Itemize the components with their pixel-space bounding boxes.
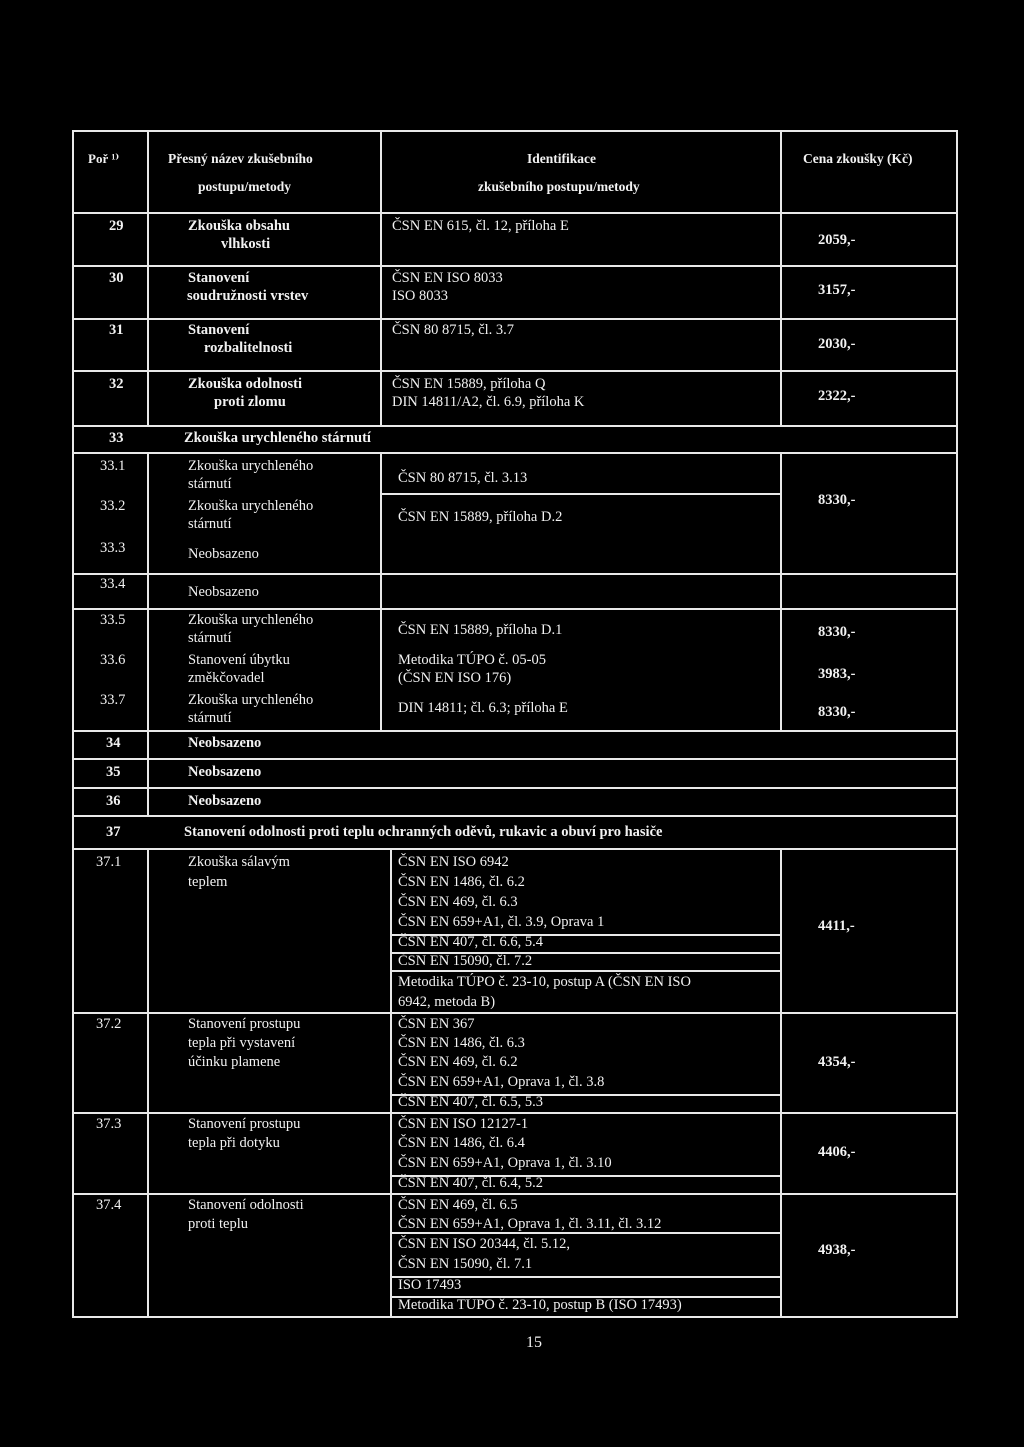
row-name: Stanovení — [188, 322, 250, 338]
page-number: 15 — [526, 1334, 542, 1351]
rule — [72, 573, 958, 575]
row-number: 37 — [106, 824, 121, 840]
row-name: Neobsazeno — [188, 764, 262, 780]
row-price: 3157,- — [818, 282, 856, 298]
rule — [72, 730, 958, 732]
row-number: 35 — [106, 764, 121, 780]
rule — [72, 130, 74, 1316]
row-price: 3983,- — [818, 666, 856, 682]
rule — [72, 452, 958, 454]
rule — [72, 848, 958, 850]
row-identification: Metodika TÚPO č. 23-10, postup B (ISO 17493) — [398, 1297, 682, 1313]
row-number: 37.3 — [96, 1116, 122, 1132]
row-name: proti teplu — [188, 1216, 249, 1232]
rule — [147, 848, 149, 1316]
row-identification: ISO 17493 — [398, 1277, 462, 1293]
row-name: Zkouška urychleného — [188, 458, 314, 474]
row-name: Stanovení odolnosti proti teplu ochranných oděvů, rukavic a obuví pro hasiče — [184, 824, 663, 840]
row-identification: ČSN EN 615, čl. 12, příloha E — [392, 218, 569, 234]
rule — [72, 130, 958, 132]
rule — [780, 452, 782, 730]
row-number: 33.3 — [100, 540, 126, 556]
row-name: stárnutí — [188, 476, 232, 492]
row-identification: ČSN EN 659+A1, Oprava 1, čl. 3.8 — [398, 1074, 605, 1090]
row-name: soudružnosti vrstev — [187, 288, 309, 304]
row-name: Zkouška sálavým — [188, 854, 290, 870]
row-number: 33 — [109, 430, 124, 446]
rule — [72, 608, 958, 610]
row-identification: ČSN EN 659+A1, Oprava 1, čl. 3.11, čl. 3.12 — [398, 1216, 662, 1232]
row-price: 2059,- — [818, 232, 856, 248]
row-number: 33.6 — [100, 652, 126, 668]
row-number: 37.2 — [96, 1016, 122, 1032]
rule — [147, 452, 149, 815]
row-identification: ČSN EN 15889, příloha Q — [392, 376, 546, 392]
row-identification: ČSN EN ISO 20344, čl. 5.12, — [398, 1236, 570, 1252]
rule — [72, 1012, 958, 1014]
rule — [72, 425, 958, 427]
row-name: změkčovadel — [188, 670, 265, 686]
rule — [780, 848, 782, 1316]
row-name: Zkouška odolnosti — [188, 376, 303, 392]
row-name: Zkouška obsahu — [188, 218, 290, 234]
row-name: tepla při dotyku — [188, 1135, 280, 1151]
rule — [72, 815, 958, 817]
rule — [72, 318, 958, 320]
row-identification: DIN 14811/A2, čl. 6.9, příloha K — [392, 394, 585, 410]
row-number: 30 — [109, 270, 124, 286]
row-identification: DIN 14811; čl. 6.3; příloha E — [398, 700, 568, 716]
row-name: Stanovení úbytku — [188, 652, 290, 668]
rule — [390, 848, 392, 1316]
row-price: 4411,- — [818, 918, 855, 934]
row-price: 4406,- — [818, 1144, 856, 1160]
row-identification: ČSN EN 367 — [398, 1016, 475, 1032]
row-name: Stanovení — [188, 270, 250, 286]
row-identification: ČSN EN 659+A1, Oprava 1, čl. 3.10 — [398, 1155, 612, 1171]
row-identification: ČSN EN 15889, příloha D.1 — [398, 622, 563, 638]
row-number: 33.4 — [100, 576, 126, 592]
rule — [72, 265, 958, 267]
rule — [380, 493, 780, 495]
row-identification: ČSN EN 407, čl. 6.4, 5.2 — [398, 1175, 543, 1191]
row-identification: ČSN EN 15090, čl. 7.1 — [398, 1256, 533, 1272]
row-identification: ČSN 80 8715, čl. 3.13 — [398, 470, 528, 486]
header-col-number: Poř ¹⁾ — [88, 151, 120, 166]
row-number: 32 — [109, 376, 124, 392]
rule — [72, 1193, 958, 1195]
row-name: Zkouška urychleného — [188, 692, 314, 708]
row-price: 8330,- — [818, 624, 856, 640]
row-name: rozbalitelnosti — [204, 340, 293, 356]
row-identification: Metodika TÚPO č. 05-05 — [398, 652, 546, 668]
row-number: 36 — [106, 793, 121, 809]
row-identification: ČSN EN 1486, čl. 6.2 — [398, 874, 525, 890]
rule — [380, 452, 382, 730]
row-price: 4354,- — [818, 1054, 856, 1070]
row-number: 33.2 — [100, 498, 126, 514]
row-number: 33.1 — [100, 458, 126, 474]
rule — [72, 212, 958, 214]
row-name: stárnutí — [188, 630, 232, 646]
row-number: 37.4 — [96, 1197, 122, 1213]
row-identification: ČSN EN 407, čl. 6.5, 5.3 — [398, 1094, 543, 1110]
row-identification: ČSN EN 1486, čl. 6.3 — [398, 1035, 525, 1051]
rule — [390, 970, 780, 972]
rule — [147, 130, 149, 425]
row-identification: ČSN EN ISO 6942 — [398, 854, 509, 870]
row-name: tepla při vystavení — [188, 1035, 296, 1051]
row-name: Stanovení odolnosti — [188, 1197, 304, 1213]
row-number: 34 — [106, 735, 121, 751]
row-identification: ČSN EN ISO 8033 — [392, 270, 503, 286]
row-name: Neobsazeno — [188, 584, 259, 600]
row-name: stárnutí — [188, 710, 232, 726]
row-identification: ČSN EN ISO 12127-1 — [398, 1116, 529, 1132]
rule — [72, 1112, 958, 1114]
rule — [780, 130, 782, 425]
row-identification: 6942, metoda B) — [398, 994, 496, 1010]
row-name: proti zlomu — [214, 394, 286, 410]
row-price: 4938,- — [818, 1242, 856, 1258]
row-price: 8330,- — [818, 492, 856, 508]
row-identification: (ČSN EN ISO 176) — [398, 670, 512, 686]
row-name: Zkouška urychleného stárnutí — [184, 430, 371, 446]
row-number: 29 — [109, 218, 124, 234]
rule — [72, 1316, 958, 1318]
header-col-id-line2: zkušebního postupu/metody — [478, 179, 640, 194]
rule — [380, 130, 382, 425]
rule — [956, 130, 958, 1316]
row-identification: ČSN EN 407, čl. 6.6, 5.4 — [398, 934, 543, 950]
row-identification: Metodika TÚPO č. 23-10, postup A (ČSN EN ISO — [398, 974, 691, 990]
row-name: Stanovení prostupu — [188, 1016, 301, 1032]
row-name: Zkouška urychleného — [188, 498, 314, 514]
header-col-name-line1: Přesný název zkušebního — [168, 151, 313, 166]
row-name: Zkouška urychleného — [188, 612, 314, 628]
rule — [72, 370, 958, 372]
row-price: 2030,- — [818, 336, 856, 352]
row-identification: ČSN EN 1486, čl. 6.4 — [398, 1135, 525, 1151]
row-price: 8330,- — [818, 704, 856, 720]
row-name: teplem — [188, 874, 228, 890]
row-number: 33.5 — [100, 612, 126, 628]
row-identification: ČSN EN 469, čl. 6.5 — [398, 1197, 518, 1213]
row-identification: ČSN 80 8715, čl. 3.7 — [392, 322, 515, 338]
row-number: 37.1 — [96, 854, 122, 870]
row-name: vlhkosti — [221, 236, 271, 252]
row-identification: ČSN EN 659+A1, čl. 3.9, Oprava 1 — [398, 914, 605, 930]
row-name: Neobsazeno — [188, 793, 262, 809]
row-identification: ČSN EN 15889, příloha D.2 — [398, 509, 563, 525]
row-identification: ISO 8033 — [392, 288, 448, 304]
row-identification: ČSN EN 469, čl. 6.2 — [398, 1054, 518, 1070]
header-col-id-line1: Identifikace — [527, 151, 596, 166]
row-name: Stanovení prostupu — [188, 1116, 301, 1132]
row-identification: ČSN EN 15090, čl. 7.2 — [398, 953, 533, 969]
header-col-price: Cena zkoušky (Kč) — [803, 151, 913, 166]
row-name: účinku plamene — [188, 1054, 281, 1070]
row-number: 33.7 — [100, 692, 126, 708]
row-price: 2322,- — [818, 388, 856, 404]
row-identification: ČSN EN 469, čl. 6.3 — [398, 894, 518, 910]
header-col-name-line2: postupu/metody — [198, 179, 292, 194]
row-number: 31 — [109, 322, 124, 338]
rule — [72, 758, 958, 760]
row-name: Neobsazeno — [188, 546, 259, 562]
row-name: Neobsazeno — [188, 735, 262, 751]
row-name: stárnutí — [188, 516, 232, 532]
rule — [72, 787, 958, 789]
